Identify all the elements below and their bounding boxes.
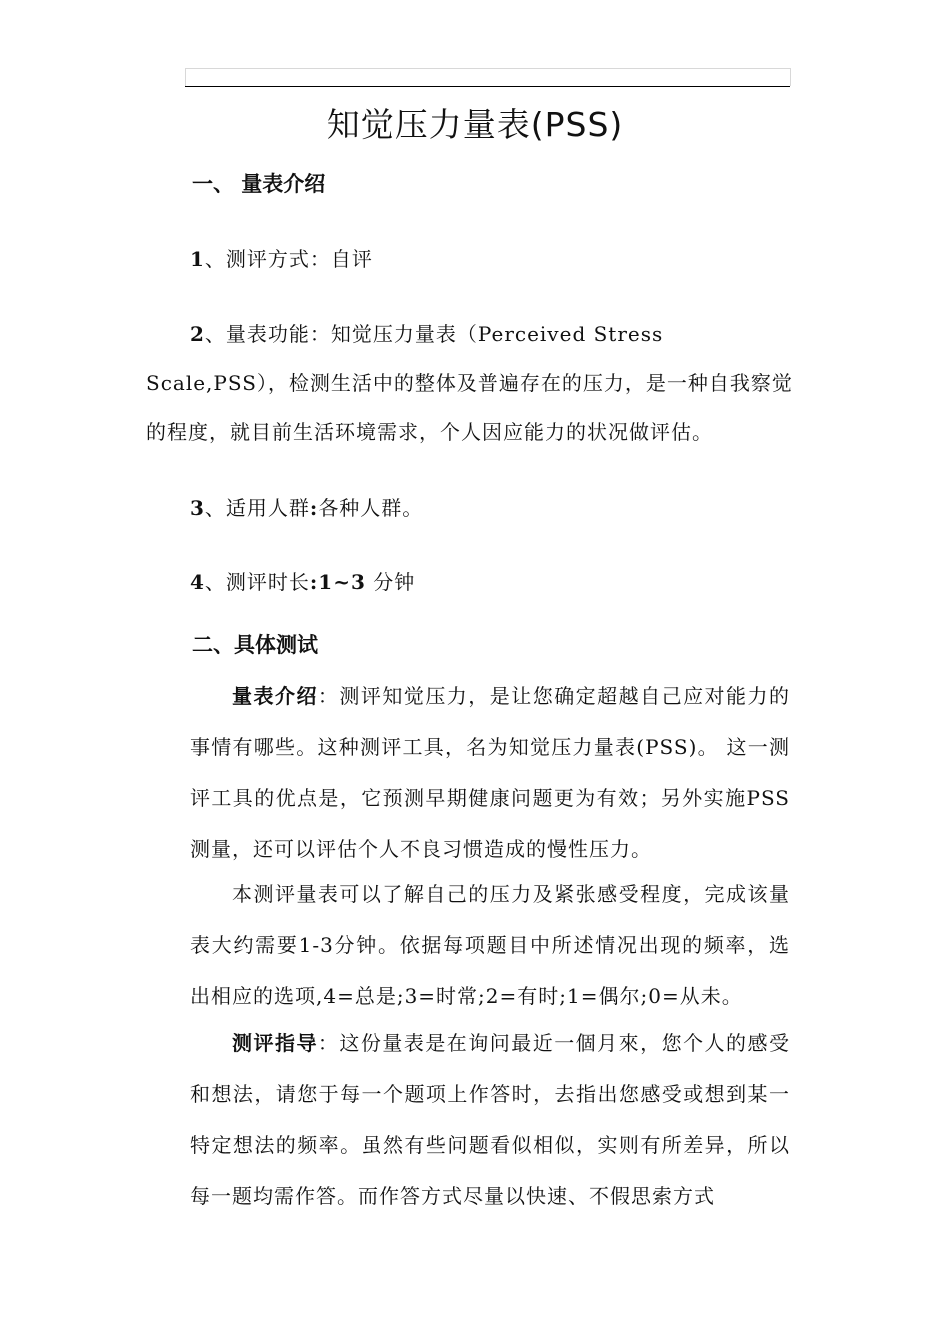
item-text: 各种人群。 xyxy=(318,496,424,520)
item-target-population xyxy=(190,493,423,523)
item-text: 、量表功能：知觉压力量表（Perceived Stress Scale,PSS），检测生活中的整体及普遍存在的压力，是一种自我察觉的程度，就目前生活环境需求，个人因应能力的状况做评估。 xyxy=(146,322,793,444)
header-rule xyxy=(185,86,790,87)
item-scale-function xyxy=(146,310,806,457)
item-value: :1~3 xyxy=(309,570,366,594)
item-number: 4 xyxy=(190,570,205,594)
item-number: 3 xyxy=(190,496,205,520)
paragraph-scale-usage: 本测评量表可以了解自己的压力及紧张感受程度，完成该量表大约需要1-3分钟。依据每项题目中所述情况出现的频率，选出相应的选项,4=总是;3=时常;2=有时;1=偶尔;0=从未。 xyxy=(190,882,790,1008)
item-number: 1 xyxy=(190,247,205,271)
item-text: 、测评方式：自评 xyxy=(204,247,373,271)
section-heading-test: 二、具体测试 xyxy=(192,633,318,657)
item-number: 2 xyxy=(190,322,205,346)
section-heading-intro: 一、 量表介绍 xyxy=(192,172,326,196)
document-title: 知觉压力量表(PSS) xyxy=(326,105,624,144)
item-assessment-method xyxy=(190,244,373,274)
item-colon: : xyxy=(309,496,319,520)
item-label: 、适用人群 xyxy=(204,496,310,520)
paragraph-text: ：测评知觉压力，是让您确定超越自己应对能力的事情有哪些。这种测评工具，名为知觉压力量表(PSS)。 这一测评工具的优点是，它预测早期健康问题更为有效；另外实施PSS测量，还可以评估个人不良习惯造成的慢性压力。 xyxy=(190,684,791,861)
paragraph-guidance xyxy=(190,1018,790,1222)
paragraph-lead: 测评指导 xyxy=(232,1031,318,1055)
paragraph-scale-intro xyxy=(190,671,790,875)
item-duration xyxy=(190,567,415,597)
paragraph-lead: 量表介绍 xyxy=(232,684,318,708)
item-unit: 分钟 xyxy=(365,570,416,594)
item-label: 、测评时长 xyxy=(204,570,310,594)
paragraph-text: ：这份量表是在询问最近一個月來，您个人的感受和想法，请您于每一个题项上作答时，去指出您感受或想到某一特定想法的频率。虽然有些问题看似相似，实则有所差异，所以每一题均需作答。而作答方式尽量以快速、不假思索方式 xyxy=(190,1031,791,1208)
page-header-box xyxy=(185,68,791,86)
